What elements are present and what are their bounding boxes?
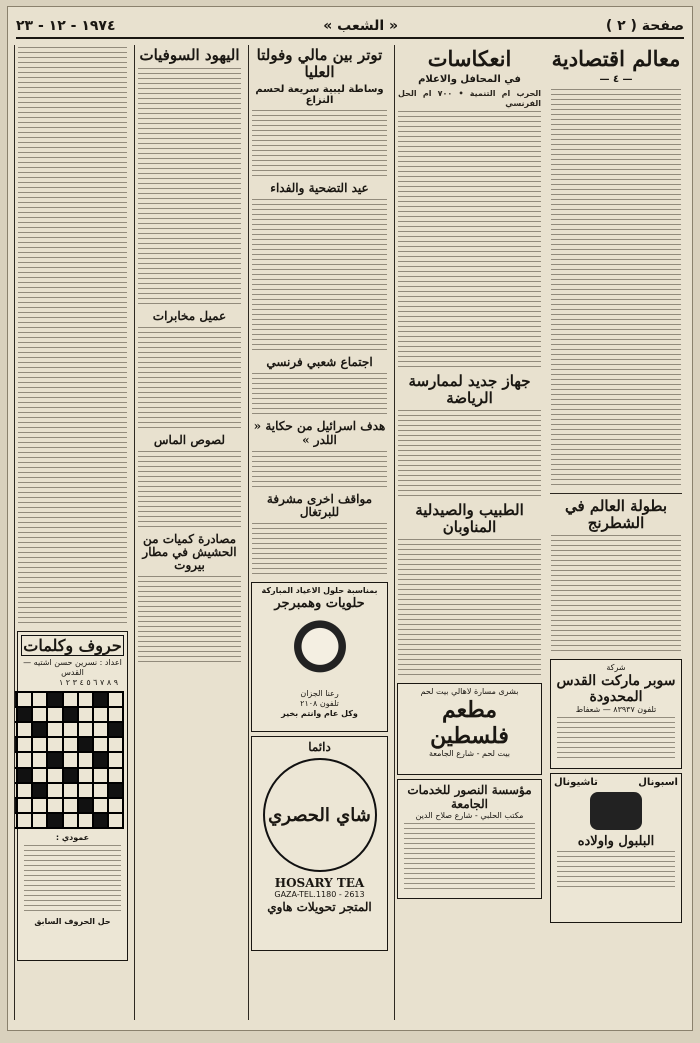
- issue-date: ١٩٧٤ - ١٢ - ٢٣: [16, 18, 116, 34]
- masthead: [16, 15, 684, 39]
- french-meeting-headline: اجتماع شعبي فرنسي: [266, 355, 373, 370]
- crossword-answers-title: حل الحروف السابق: [34, 917, 111, 926]
- exercise-device-body: [398, 410, 541, 500]
- diamond-thieves-body: [138, 451, 241, 531]
- mali-headline: توتر بين مالي وفولتا العليا: [256, 46, 383, 81]
- sweets-ad-title: حلويات وهمبرجر: [274, 596, 365, 612]
- portugal-body: [252, 523, 387, 578]
- mali-body: [252, 110, 387, 180]
- tea-brand: شاي الحصري: [268, 804, 371, 826]
- crossword-clues-title: عمودي :: [55, 833, 90, 842]
- crossword-clues: [24, 845, 121, 915]
- binoculars-image: [590, 792, 642, 830]
- doctor-pharmacy-headline: الطبيب والصيدلية المناوبان: [415, 501, 524, 536]
- restaurant-ad-title: مطعم فلسطين: [430, 697, 509, 750]
- restaurant-ad-top: بشرى مسارة لاهالي بيت لحم: [420, 687, 519, 697]
- crossword-author: اعداد : نسرين حسن اشتيه — القدس: [23, 658, 122, 677]
- diamond-thieves-headline: لصوص الماس: [153, 432, 226, 447]
- column-economics: [548, 45, 684, 1020]
- supermarket-ad-title: سوبر ماركت القدس المحدودة: [556, 673, 676, 706]
- holiday-greeting: وكل عام وانتم بخير: [281, 709, 358, 719]
- tea-english-name: HOSARY TEA: [274, 876, 365, 891]
- girl-portrait-image: [284, 614, 356, 686]
- reflections-headline: انعكاسات: [427, 46, 512, 71]
- israel-headline: هدف اسرائيل من حكاية « اللدر »: [253, 419, 386, 447]
- optics-company: البلبول واولاده: [577, 834, 655, 850]
- sacrifice-body: [252, 199, 387, 354]
- restaurant-ad-subtitle: بيت لحم - شارع الجامعة: [429, 749, 510, 759]
- newspaper-page: [7, 6, 693, 1031]
- services-ad-copy: [404, 823, 535, 893]
- column-soviet-jews: [134, 45, 244, 1020]
- intelligence-agent-headline: عميل مخابرات: [152, 308, 227, 323]
- optics-ad-copy: [557, 851, 675, 889]
- sweets-ad: [251, 582, 388, 732]
- newspaper-title: « الشعب »: [323, 18, 399, 34]
- supermarket-ad-copy: [557, 717, 675, 759]
- tea-logo: [263, 758, 377, 872]
- french-meeting-body: [252, 373, 387, 418]
- crossword-title: حروف وكلمات: [21, 635, 124, 656]
- tea-ad-top: دائما: [308, 740, 331, 755]
- optics-ad: [550, 773, 682, 923]
- column-crossword: [14, 45, 130, 1020]
- tea-ad-bottom: المتجر تحويلات هاوي: [267, 900, 372, 915]
- hashish-headline: مصادرة كميات من الحشيش في مطار بيروت: [142, 531, 237, 573]
- crossword-number-row: ٩ ٨ ٧ ٦ ٥ ٤ ٣ ٢ ١: [58, 678, 118, 687]
- sweets-ad-phone: تلفون ٢١٠٨: [300, 699, 339, 709]
- intelligence-agent-body: [138, 327, 241, 432]
- supermarket-ad-phone: تلفون ٨٣٩٣٧ — شعفاط: [575, 705, 657, 715]
- crossword-numbers: [21, 678, 124, 687]
- chess-article-body: [551, 535, 681, 655]
- crossword-grid[interactable]: [14, 691, 124, 829]
- column-reflections: [394, 45, 544, 1020]
- supermarket-ad: [550, 659, 682, 769]
- tea-phone: GAZA-TEL.1180 - 2613: [274, 890, 365, 900]
- reflections-deck: الحرب ام التنمية • ٧٠٠ ام الحل الفرنسي: [398, 89, 541, 109]
- soviet-jews-headline: اليهود السوفيات: [139, 46, 240, 64]
- exercise-device-headline: جهاز جديد لممارسة الرياضة: [408, 372, 531, 407]
- holiday-banner: بمناسبة حلول الاعياد المباركة: [261, 586, 378, 596]
- services-ad-title: مؤسسة النصور للخدمات الجامعة: [407, 783, 532, 812]
- restaurant-ad: [397, 683, 542, 775]
- sweets-ad-name: رعنا الجزان: [300, 689, 339, 699]
- reflections-subheadline: في المحافل والاعلام: [418, 74, 521, 86]
- sacrifice-headline: عيد التضحية والفداء: [270, 181, 369, 195]
- supermarket-ad-line1: شركة: [606, 663, 626, 673]
- portugal-headline: مواقف اخرى مشرفة للبرتغال: [266, 491, 373, 519]
- section-divider: [550, 493, 682, 494]
- hashish-body: [138, 576, 241, 664]
- israel-body: [252, 451, 387, 491]
- page-label: صفحة ( ٢ ): [605, 18, 684, 34]
- crossword-previous-text: [18, 47, 127, 627]
- services-ad-subtitle: مكتب الحلبي - شارع صلاح الدين: [415, 811, 524, 821]
- optics-ad-left-label: اسبونال: [638, 777, 678, 789]
- doctor-pharmacy-body: [398, 539, 541, 679]
- optics-ad-right-label: تاشيونال: [554, 777, 598, 789]
- soviet-jews-body: [138, 68, 241, 308]
- reflections-body: [398, 111, 541, 371]
- crossword-box: [17, 631, 128, 961]
- economics-divider: — ٤ —: [599, 74, 633, 86]
- column-mali: [248, 45, 390, 1020]
- mali-subheadline: وساطة ليبية سريعة لحسم النزاع: [255, 84, 384, 106]
- services-ad: [397, 779, 542, 899]
- economics-headline: معالم اقتصادية: [551, 46, 681, 71]
- tea-ad: [251, 736, 388, 951]
- chess-headline: بطولة العالم في الشطرنج: [564, 497, 668, 532]
- economics-article-body: [551, 89, 681, 489]
